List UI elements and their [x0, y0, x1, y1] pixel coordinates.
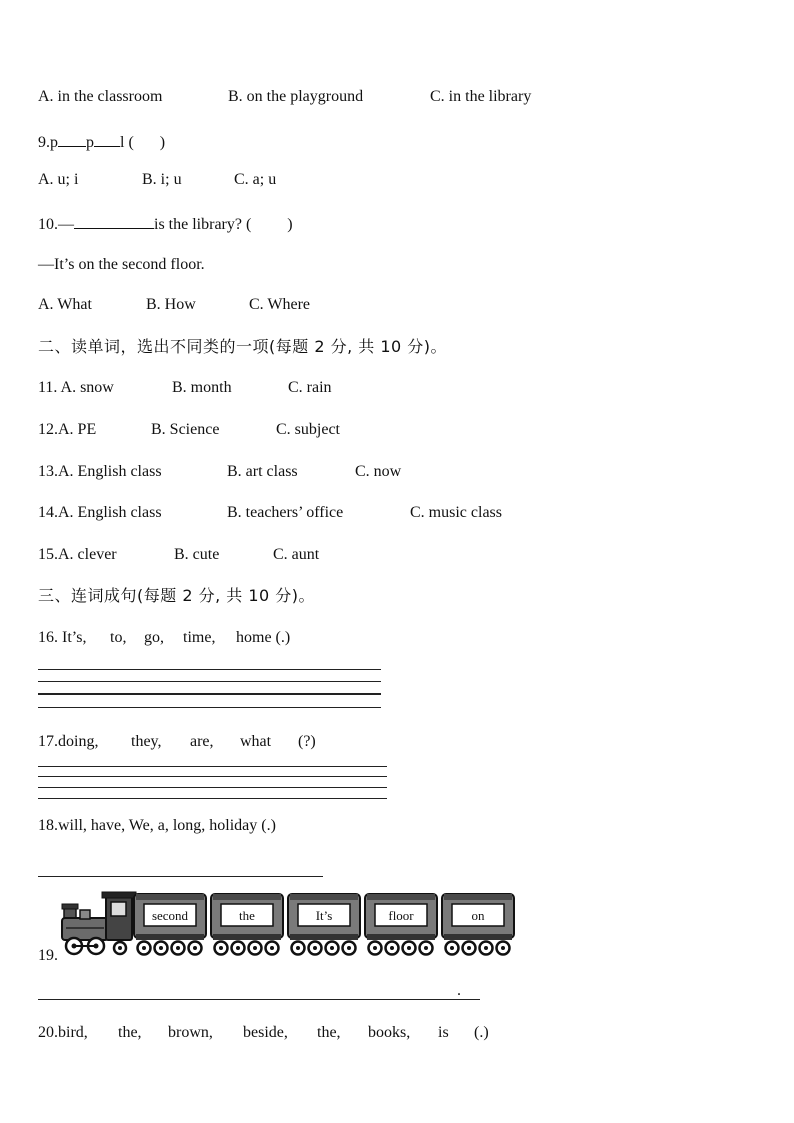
train-car — [288, 894, 360, 955]
train-car-word: on — [471, 908, 485, 923]
q17-word-4: what — [240, 733, 272, 750]
q12-option-b: B. Science — [151, 421, 220, 438]
locomotive-icon — [62, 892, 136, 954]
q10-option-a: A. What — [38, 296, 92, 313]
train-car-word: the — [239, 908, 255, 923]
q17-writing-line-2[interactable] — [38, 776, 387, 777]
q14-option-b: B. teachers’ office — [227, 504, 344, 521]
q16-word-2: to, — [110, 629, 127, 646]
q8-option-a: A. in the classroom — [38, 88, 163, 105]
q10-option-b: B. How — [146, 296, 196, 313]
q10-text: is the library? ( — [154, 216, 252, 233]
q10-answer: —It’s on the second floor. — [38, 256, 205, 273]
q9-prefix: 9.p — [38, 134, 58, 151]
q13-option-b: B. art class — [227, 463, 298, 480]
q10-close: ) — [287, 216, 293, 233]
q9-option-a: A. u; i — [38, 171, 79, 188]
q11-option-a: 11. A. snow — [38, 379, 114, 396]
q11-option-b: B. month — [172, 379, 232, 396]
q20-word-5: the, — [317, 1024, 341, 1041]
q17-writing-line-3[interactable] — [38, 787, 387, 788]
q19-number: 19. — [38, 947, 58, 964]
q18-words: 18.will, have, We, a, long, holiday (.) — [38, 817, 276, 834]
q16-writing-line-2[interactable] — [38, 681, 381, 682]
q16-word-5: home (.) — [236, 629, 291, 646]
section2-heading: 二、读单词，选出不同类的一项(每题 2 分, 共 10 分)。 — [38, 337, 448, 356]
q10-stem — [38, 212, 293, 235]
q20-word-6: books, — [368, 1024, 411, 1041]
q9-option-c: C. a; u — [234, 171, 277, 188]
train-car — [134, 894, 206, 955]
q15-option-c: C. aunt — [273, 546, 320, 563]
q20-word-8: (.) — [474, 1024, 489, 1041]
q19-answer-line[interactable] — [38, 999, 480, 1000]
q16-writing-line-3[interactable] — [38, 693, 381, 695]
q14-option-c: C. music class — [410, 504, 502, 521]
q20-word-3: brown, — [168, 1024, 213, 1041]
train-car — [442, 894, 514, 955]
train-car-word: second — [151, 908, 189, 923]
section3-heading: 三、连词成句(每题 2 分, 共 10 分)。 — [38, 586, 316, 605]
q17-writing-line-4[interactable] — [38, 798, 387, 799]
q16-writing-line-1[interactable] — [38, 669, 381, 670]
q9-stem — [38, 130, 165, 153]
q12-option-a: 12.A. PE — [38, 421, 97, 438]
q18-answer-line[interactable] — [38, 876, 323, 877]
train-car — [365, 894, 437, 955]
q11-option-c: C. rain — [288, 379, 332, 396]
q9-close: ) — [159, 134, 166, 151]
q13-option-c: C. now — [355, 463, 402, 480]
q17-word-5: (?) — [298, 733, 316, 750]
q9-option-b: B. i; u — [142, 171, 182, 188]
q9-blank-2 — [94, 130, 120, 147]
q17-word-3: are, — [190, 733, 214, 750]
q17-writing-line-1[interactable] — [38, 766, 387, 767]
q8-option-b: B. on the playground — [228, 88, 364, 105]
q15-option-a: 15.A. clever — [38, 546, 117, 563]
q20-word-4: beside, — [243, 1024, 288, 1041]
q10-option-c: C. Where — [249, 296, 311, 313]
q16-word-1: 16. It’s, — [38, 629, 87, 646]
q20-word-7: is — [438, 1024, 449, 1041]
train-car-word: It’s — [315, 908, 333, 923]
q16-writing-line-4[interactable] — [38, 707, 381, 708]
q9-blank-1 — [58, 130, 86, 147]
q8-option-c: C. in the library — [430, 88, 532, 105]
q20-word-2: the, — [118, 1024, 142, 1041]
q17-word-1: 17.doing, — [38, 733, 99, 750]
q9-mid: p — [86, 134, 94, 151]
q9-end: l ( — [120, 134, 134, 151]
q17-word-2: they, — [131, 733, 162, 750]
q19-period: . — [457, 982, 461, 999]
q14-option-a: 14.A. English class — [38, 504, 162, 521]
q16-word-3: go, — [144, 629, 164, 646]
q15-option-b: B. cute — [174, 546, 220, 563]
q16-word-4: time, — [183, 629, 216, 646]
q10-blank — [74, 212, 154, 229]
q20-word-1: 20.bird, — [38, 1024, 88, 1041]
train-car — [211, 894, 283, 955]
q10-prefix: 10.— — [38, 216, 74, 233]
train-car-word: floor — [388, 908, 414, 923]
train-illustration — [60, 890, 520, 960]
q12-option-c: C. subject — [276, 421, 340, 438]
q13-option-a: 13.A. English class — [38, 463, 162, 480]
